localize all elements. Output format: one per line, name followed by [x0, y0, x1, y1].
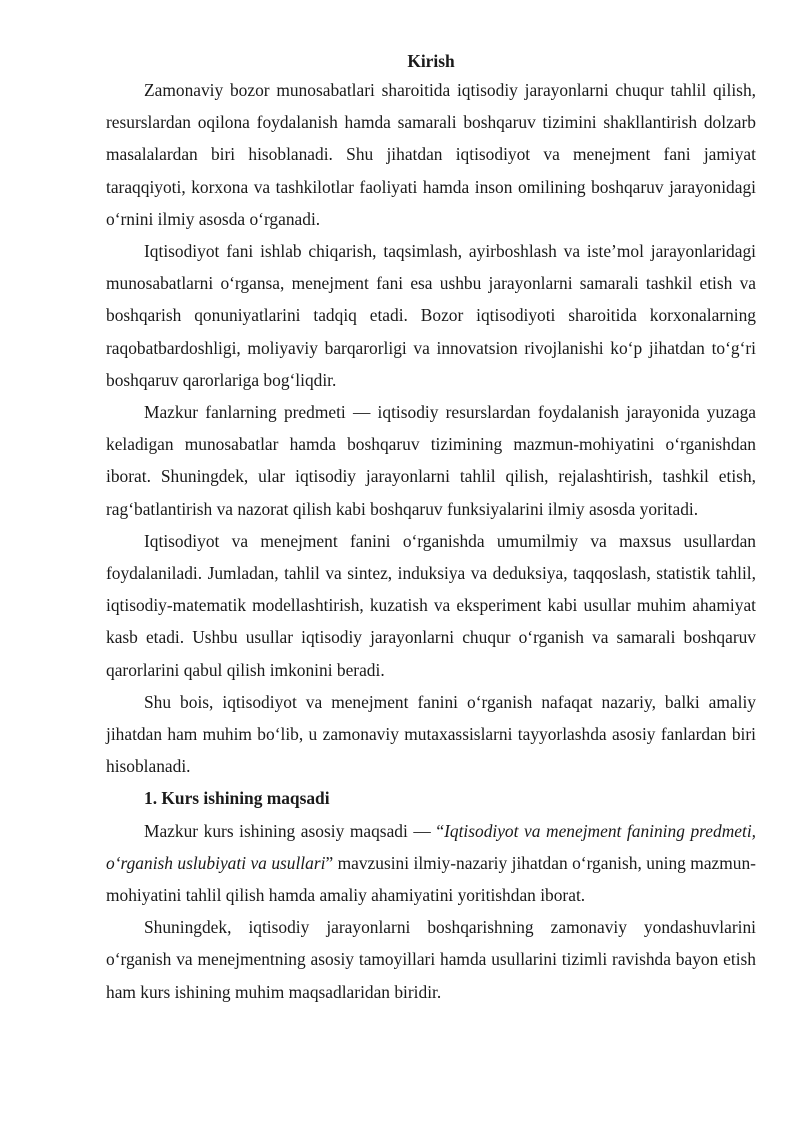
document-page [106, 48, 756, 1008]
goal-text-before: Mazkur kurs ishining asosiy maqsadi — “ [144, 820, 445, 841]
page-title: Kirish [407, 51, 455, 71]
paragraph: Mazkur fanlarning predmeti — iqtisodiy resurslardan foydalanish jarayonida yuzaga keladigan munosabatlar hamda boshqaruv tizimining mazmun-mohiyatini o‘rganishdan iborat. Shuningdek, ular iqtisodiy jarayonlarni tahlil qilish, rejalashtirish, tashkil etish, rag‘batlantirish va nazorat qilish kabi boshqaruv funksiyalarini ilmiy asosda yoritadi. [106, 402, 756, 519]
paragraph: Iqtisodiyot fani ishlab chiqarish, taqsimlash, ayirboshlash va iste’mol jarayonlaridagi munosabatlarni o‘rgansa, menejment fani esa ushbu jarayonlarni samarali tashkil etish va boshqarish qonuniyatlarini tadqiq etadi. Bozor iqtisodiyoti sharoitida korxonalarning raqobatbardoshligi, moliyaviy barqarorligi va innovatsion rivojlanishi ko‘p jihatdan to‘g‘ri boshqaruv qarorlariga bog‘liqdir. [106, 241, 756, 390]
paragraph: Iqtisodiyot va menejment fanini o‘rganishda umumilmiy va maxsus usullardan foydalaniladi. Jumladan, tahlil va sintez, induksiya va deduksiya, taqqoslash, statistik tahlil, iqtisodiy-matematik modellashtirish, kuzatish va eksperiment kabi usullar muhim ahamiyat kasb etadi. Ushbu usullar iqtisodiy jarayonlarni chuqur o‘rganish va samarali boshqaruv qarorlarini qabul qilish imkonini beradi. [106, 530, 756, 680]
paragraph: Zamonaviy bozor munosabatlari sharoitida iqtisodiy jarayonlarni chuqur tahlil qilish, resurslardan oqilona foydalanish hamda samarali boshqaruv tizimini shakllantirish dolzarb masalalardan biri hisoblanadi. Shu jihatdan iqtisodiyot va menejment fani jamiyat taraqqiyoti, korxona va tashkilotlar faoliyati hamda inson omilining boshqaruv jarayonidagi o‘rnini ilmiy asosda o‘rganadi. [106, 80, 756, 229]
goal-text-after: ” mavzusini ilmiy-nazariy jihatdan o‘rganish, uning mazmun-mohiyatini tahlil qilish hamda amaliy ahamiyatini yoritishdan iborat. [106, 852, 756, 906]
section-heading: 1. Kurs ishining maqsadi [144, 788, 330, 809]
paragraph: Shuningdek, iqtisodiy jarayonlarni boshqarishning zamonaviy yondashuvlarini o‘rganish va menejmentning asosiy tamoyillari hamda usullarini tizimli ravishda bayon etish ham kurs ishining muhim maqsadlaridan biridir. [106, 917, 756, 1002]
goal-paragraph [106, 815, 756, 912]
paragraph: Shu bois, iqtisodiyot va menejment fanini o‘rganish nafaqat nazariy, balki amaliy jihatdan ham muhim bo‘lib, u zamonaviy mutaxassislarni tayyorlashda asosiy fanlardan biri hisoblanadi. [106, 691, 756, 777]
goal-topic-italic: Iqtisodiyot va menejment fanining predmeti, o‘rganish uslubiyati va usullari [106, 820, 757, 873]
